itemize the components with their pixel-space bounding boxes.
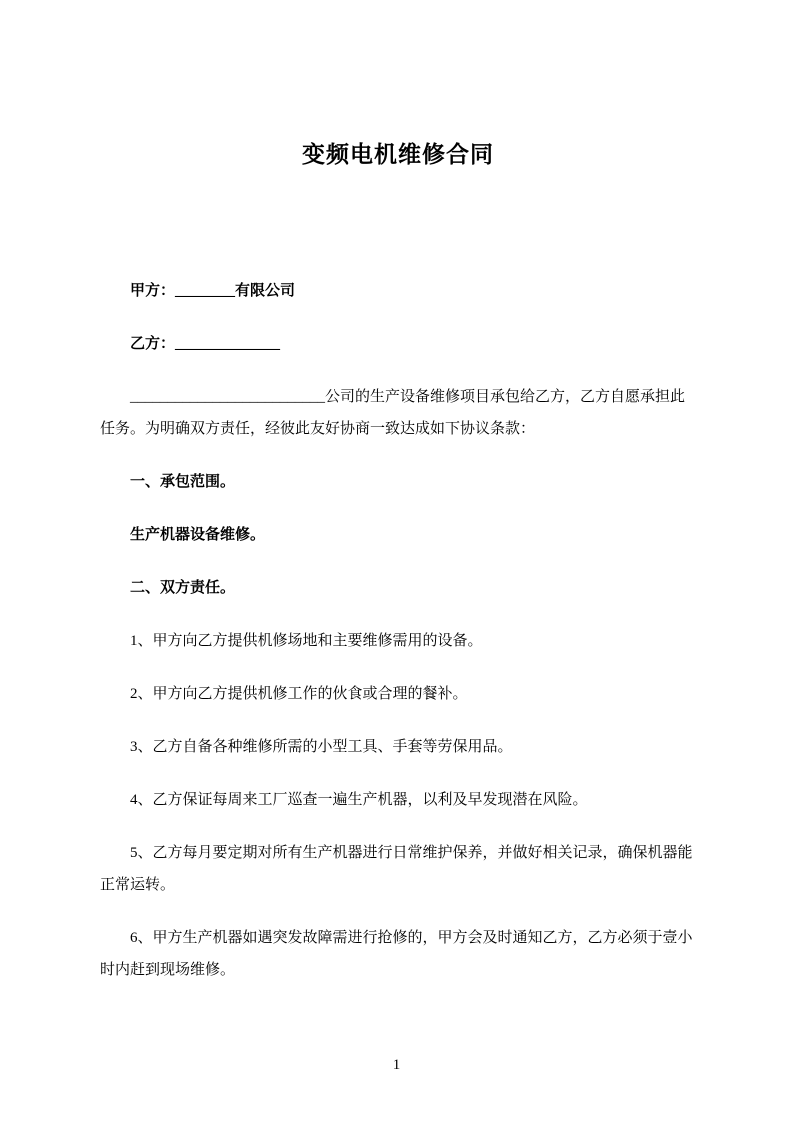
paragraph-scope: 生产机器设备维修。 — [130, 527, 266, 543]
heading-section-1: 一、承包范围。 — [130, 474, 236, 490]
clause-1: 1、甲方向乙方提供机修场地和主要维修需用的设备。 — [130, 633, 483, 649]
clause-2: 2、甲方向乙方提供机修工作的伙食或合理的餐补。 — [130, 686, 468, 702]
paragraph-party-b: 乙方：______________ — [130, 336, 281, 352]
page-number: 1 — [392, 1057, 401, 1073]
heading-section-2: 二、双方责任。 — [130, 580, 236, 596]
clause-6: 6、甲方生产机器如遇突发故障需进行抢修的，甲方会及时通知乙方，乙方必须于壹小时内赶到现场维修。 — [100, 930, 693, 978]
paragraph-intro: __________________________公司的生产设备维修项目承包给乙方，乙方自愿承担此任务。为明确双方责任，经彼此友好协商一致达成如下协议条款： — [100, 389, 686, 437]
clause-5: 5、乙方每月要定期对所有生产机器进行日常维护保养，并做好相关记录，确保机器能正常运转。 — [100, 845, 693, 893]
clause-4: 4、乙方保证每周来工厂巡查一遍生产机器，以利及早发现潜在风险。 — [130, 792, 588, 808]
clause-3: 3、乙方自备各种维修所需的小型工具、手套等劳保用品。 — [130, 739, 513, 755]
paragraph-party-a: 甲方：________有限公司 — [130, 283, 296, 299]
document-title: 变频电机维修合同 — [302, 142, 494, 167]
